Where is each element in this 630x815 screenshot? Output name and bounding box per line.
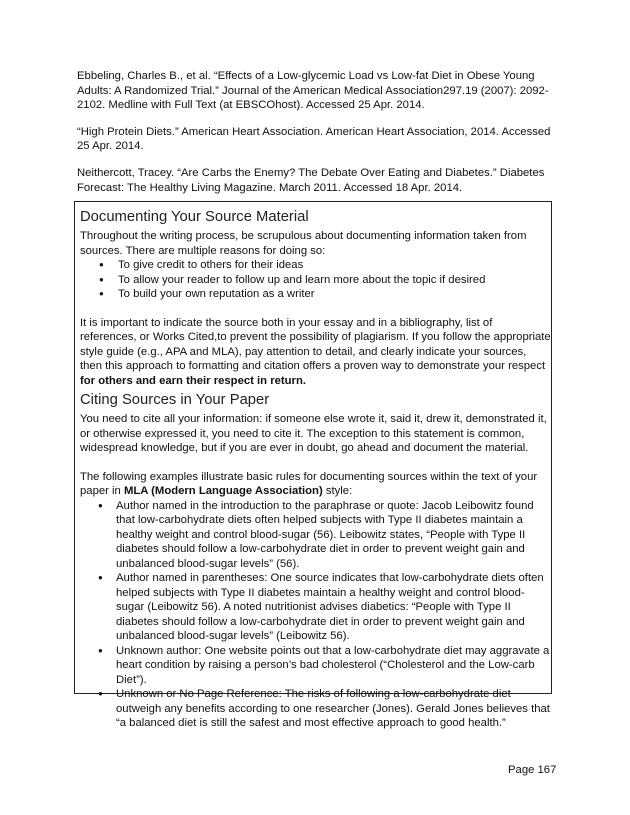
list-item: ● Author named in parentheses: One source indicates that low-carbohydrate diets often helped subjects with Type II diabetes maintain a healthy weight and control blood-sugar (Leibowitz 56). A noted nutritionist advises diabetics: “People with Type II diabetes should follow a low-carbohydrate diet in order to prevent weight gain and unbalanced blood-sugar levels” (Leibowitz 56). [80,571,551,644]
cite-all-paragraph: You need to cite all your information: if someone else wrote it, said it, drew it, demonstrated it, or otherwise expressed it, you need to cite it. The exception to this statement is common, widespread knowledge, but if you are ever in doubt, go ahead and document the material. [80,413,547,454]
examples-intro: The following examples illustrate basic rules for documenting sources within the text of your paper in MLA (Modern Language Association) style: [80,470,538,497]
intro-paragraph: Throughout the writing process, be scrupulous about documenting information taken from sources. There are multiple reasons for doing so: [80,230,527,257]
list-item: ● Unknown or No Page Reference: The risks of following a low-carbohydrate diet outweigh any benefits according to one researcher (Jones). Gerald Jones believes that “a balanced diet is still the safest and most effective approach to good health.” [80,687,551,731]
info-box [74,201,552,729]
page-number: Page 167 [508,764,557,776]
list-item: ● To allow your reader to follow up and learn more about the topic if desired [80,273,551,288]
list-item: ● Unknown author: One website points out that a low-carbohydrate diet may aggravate a heart condition by raising a person’s bad cholesterol (“Cholesterol and the Low-carb Diet”). [80,644,551,688]
list-item: ● Author named in the introduction to the paraphrase or quote: Jacob Leibowitz found that low-carbohydrate diets often helped subjects with Type II diabetes maintain a healthy weight and control blood-sugar (56). Leibowitz states, “People with Type II diabetes should follow a low-carbohydrate diet in order to prevent weight gain and unbalanced blood-sugar levels” (56). [80,499,551,572]
reasons-list [80,258,551,302]
section-heading-documenting: Documenting Your Source Material [80,209,309,225]
list-item: ● To build your own reputation as a writer [80,287,551,302]
section-heading-citing: Citing Sources in Your Paper [80,392,270,408]
works-cited-list [77,69,557,207]
list-item: ● To give credit to others for their ideas [80,258,551,273]
importance-paragraph: It is important to indicate the source both in your essay and in a bibliography, list of references, or Works Cited,to prevent the possibility of plagiarism. If you follow the appropriate style guide (e.g., APA and MLA), pay attention to detail, and clearly indicate your sources, then this approach to formatting and citation offers a proven way to demonstrate your respect for others and earn their respect in return. [80,316,551,387]
reference-entry: Neithercott, Tracey. “Are Carbs the Enemy? The Debate Over Eating and Diabetes.” Diabetes Forecast: The Healthy Living Magazine. March 2011. Accessed 18 Apr. 2014. [77,166,545,194]
reference-entry: “High Protein Diets.” American Heart Association. American Heart Association, 2014. Accessed 25 Apr. 2014. [77,125,551,153]
reference-entry: Ebbeling, Charles B., et al. “Effects of a Low-glycemic Load vs Low-fat Diet in Obese Young Adults: A Randomized Trial.” Journal of the American Medical Association297.19 (2007): 2092-2102. Medline with Full Text (at EBSCOhost). Accessed 25 Apr. 2014. [77,70,549,112]
examples-list [80,499,551,731]
